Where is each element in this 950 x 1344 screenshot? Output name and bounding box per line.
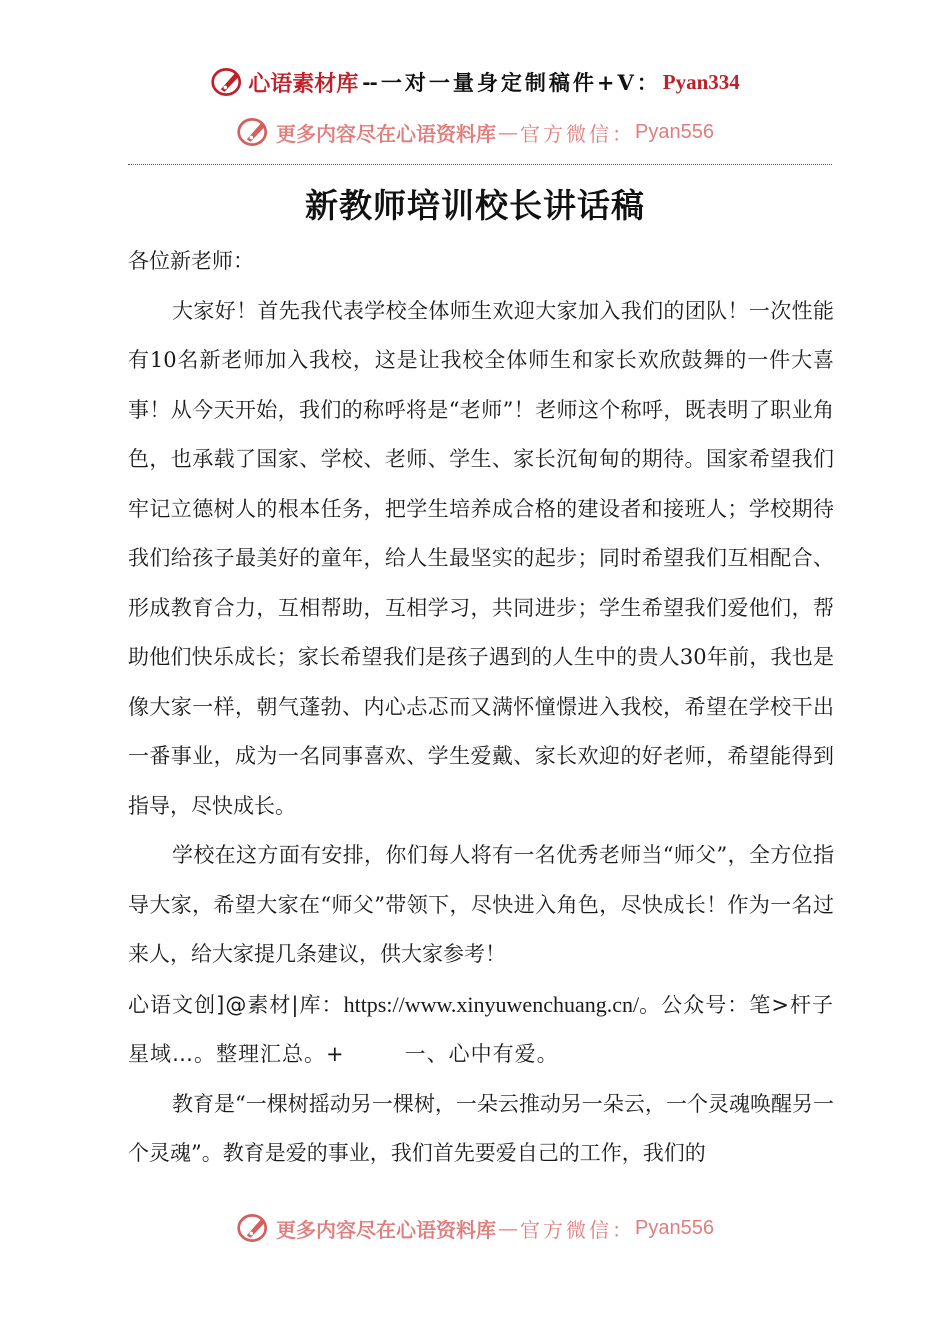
promo-contact-id: Pyan556 bbox=[635, 1216, 714, 1239]
paragraph: 学校在这方面有安排，你们每人将有一名优秀老师当“师父”，全方位指导大家，希望大家在“师父”带领下，尽快进入角色，尽快成长！作为一名过来人，给大家提几条建议，供大家参考！ bbox=[128, 843, 834, 966]
pen-nib-logo-icon bbox=[236, 114, 272, 150]
top-promo-banner bbox=[0, 112, 950, 152]
paragraph: 大家好！首先我代表学校全体师生欢迎大家加入我们的团队！一次性能有10名新老师加入我校，这是让我校全体师生和家长欢欣鼓舞的一件大喜事！从今天开始，我们的称呼将是“老师”！老师这个称呼，既表明了职业角色，也承载了国家、学校、老师、学生、家长沉甸甸的期待。国家希望我们牢记立德树人的根本任务，把学生培养成合格的建设者和接班人；学校期待我们给孩子最美好的童年，给人生最坚实的起步；同时希望我们互相配合、形成教育合力，互相帮助，互相学习，共同进步；学生希望我们爱他们，帮助他们快乐成长；家长希望我们是孩子遇到的人生中的贵人30年前，我也是像大家一样，朝气蓬勃、内心忐忑而又满怀憧憬进入我校，希望在学校干出一番事业，成为一名同事喜欢、学生爱戴、家长欢迎的好老师，希望能得到指导，尽快成长。 bbox=[128, 298, 834, 818]
watermark-url: https://www.xinyuwenchuang.cn/ bbox=[343, 991, 640, 1017]
promo-separator: — bbox=[498, 120, 519, 144]
header-banner bbox=[0, 62, 950, 102]
header-contact-id: Pyan334 bbox=[662, 69, 740, 94]
pen-nib-logo-icon bbox=[210, 64, 246, 100]
promo-contact-id: Pyan556 bbox=[635, 120, 714, 143]
paragraph: 教育是“一棵树摇动另一棵树，一朵云推动另一朵云，一个灵魂唤醒另一个灵魂”。教育是爱的事业，我们首先要爱自己的工作，我们的 bbox=[128, 1091, 834, 1165]
header-tagline: 一对一量身定制稿件+V： bbox=[380, 70, 661, 95]
document-body bbox=[128, 237, 834, 1179]
document-title: 新教师培训校长讲话稿 bbox=[305, 186, 645, 225]
header-divider bbox=[128, 164, 832, 165]
watermark-suffix: 。公众号：笔>杆子星域…。整理汇总。+ bbox=[128, 992, 834, 1066]
pen-nib-logo-icon bbox=[236, 1210, 272, 1246]
header-dash: -- bbox=[362, 70, 377, 94]
promo-main-text: 更多内容尽在心语资料库 bbox=[276, 121, 497, 146]
promo-label: 官方微信： bbox=[520, 1217, 636, 1242]
footer-promo-banner bbox=[0, 1208, 950, 1248]
promo-separator: — bbox=[498, 1216, 519, 1240]
watermark-prefix: 心语文创]@素材|库： bbox=[128, 992, 344, 1017]
header-brand: 心语素材库 bbox=[248, 70, 359, 97]
salutation: 各位新老师： bbox=[128, 249, 254, 273]
promo-main-text: 更多内容尽在心语资料库 bbox=[276, 1217, 497, 1242]
promo-label: 官方微信： bbox=[520, 121, 636, 146]
section-heading: 一、心中有爱。 bbox=[404, 1042, 559, 1066]
watermark-line bbox=[128, 980, 834, 1080]
